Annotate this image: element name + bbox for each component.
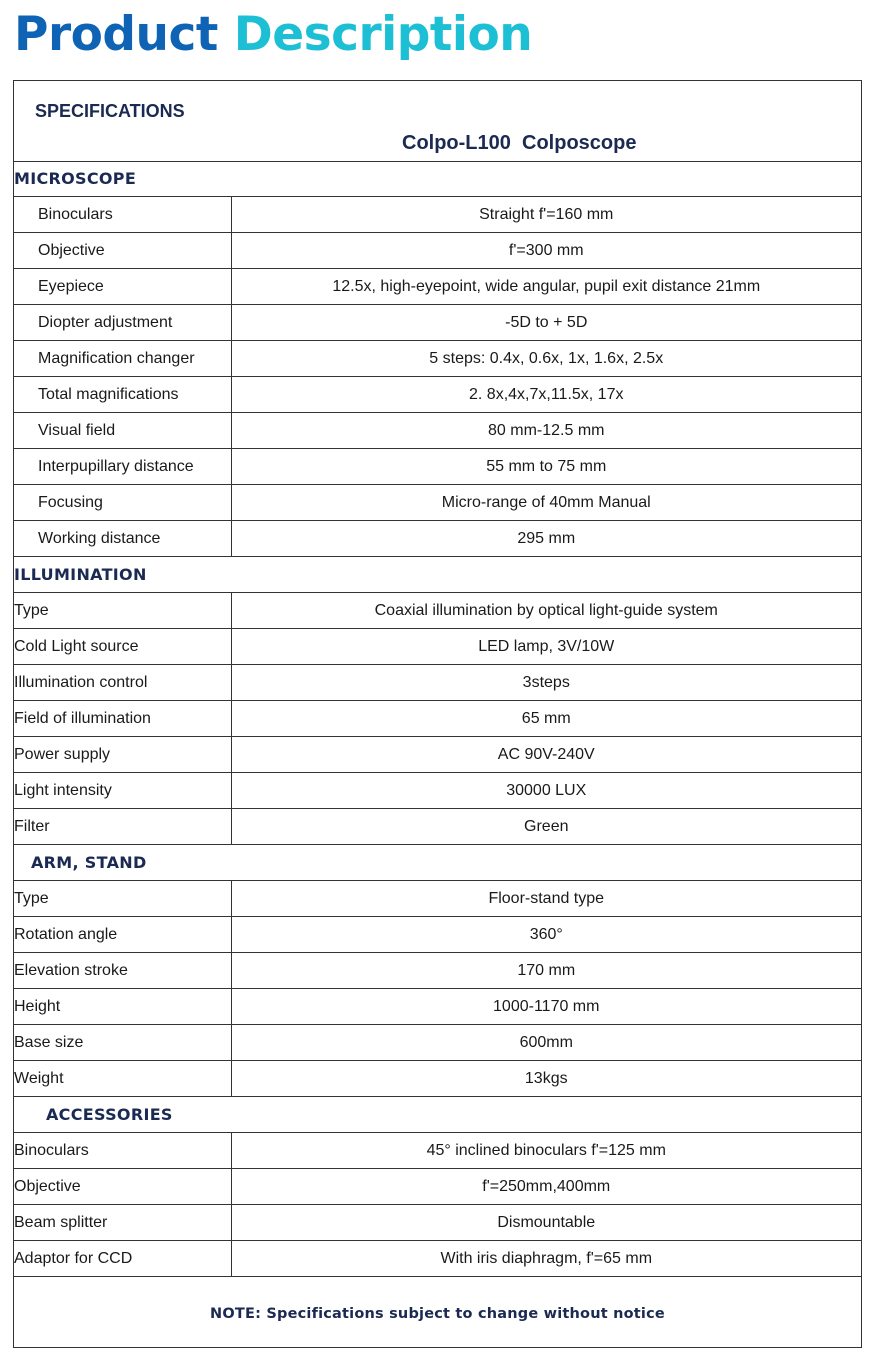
spec-value: 45° inclined binoculars f'=125 mm (231, 1133, 861, 1169)
table-row (14, 593, 861, 629)
spec-value: AC 90V-240V (231, 737, 861, 773)
table-row (14, 989, 861, 1025)
spec-header (14, 81, 861, 162)
table-row (14, 1133, 861, 1169)
spec-value: Coaxial illumination by optical light-guide system (231, 593, 861, 629)
spec-label: Height (14, 989, 231, 1025)
spec-value: LED lamp, 3V/10W (231, 629, 861, 665)
table-row (14, 665, 861, 701)
spec-value: With iris diaphragm, f'=65 mm (231, 1241, 861, 1277)
spec-value: 65 mm (231, 701, 861, 737)
spec-value: 30000 LUX (231, 773, 861, 809)
spec-value: Micro-range of 40mm Manual (231, 485, 861, 521)
spec-value: 2. 8x,4x,7x,11.5x, 17x (231, 377, 861, 413)
table-row (14, 197, 861, 233)
spec-value: 55 mm to 75 mm (231, 449, 861, 485)
table-row (14, 773, 861, 809)
section-row-accessories (14, 1097, 861, 1133)
spec-label: Adaptor for CCD (14, 1241, 231, 1277)
spec-value: 80 mm-12.5 mm (231, 413, 861, 449)
table-row (14, 1025, 861, 1061)
product-name: Colpo-L100 Colposcope (402, 132, 637, 154)
spec-label: Base size (14, 1025, 231, 1061)
spec-label: Magnification changer (14, 341, 231, 377)
table-row (14, 413, 861, 449)
spec-label: Elevation stroke (14, 953, 231, 989)
spec-value: 13kgs (231, 1061, 861, 1097)
spec-value: f'=250mm,400mm (231, 1169, 861, 1205)
table-row (14, 233, 861, 269)
title-word-product: Product (14, 7, 218, 62)
spec-value: Floor-stand type (231, 881, 861, 917)
table-row (14, 485, 861, 521)
spec-value: 12.5x, high-eyepoint, wide angular, pupil exit distance 21mm (231, 269, 861, 305)
table-row (14, 449, 861, 485)
title-word-description: Description (233, 7, 533, 62)
spec-label: Total magnifications (14, 377, 231, 413)
section-title: ILLUMINATION (14, 557, 861, 593)
table-row (14, 341, 861, 377)
spec-label: Working distance (14, 521, 231, 557)
note-block (14, 1280, 861, 1347)
table-row (14, 1205, 861, 1241)
spec-label: Binoculars (14, 197, 231, 233)
table-row (14, 917, 861, 953)
spec-label: Interpupillary distance (14, 449, 231, 485)
section-row-microscope (14, 161, 861, 197)
spec-label: Light intensity (14, 773, 231, 809)
disclaimer-note: NOTE: Specifications subject to change without notice (210, 1306, 665, 1322)
table-row (14, 629, 861, 665)
spec-label: Filter (14, 809, 231, 845)
spec-value: 360° (231, 917, 861, 953)
table-row (14, 1241, 861, 1277)
table-row (14, 701, 861, 737)
spec-label: Eyepiece (14, 269, 231, 305)
table-row (14, 269, 861, 305)
spec-label: Binoculars (14, 1133, 231, 1169)
spec-label: Illumination control (14, 665, 231, 701)
section-title: MICROSCOPE (14, 161, 861, 197)
spec-value: 3steps (231, 665, 861, 701)
section-row-arm-stand (14, 845, 861, 881)
section-title: ARM, STAND (14, 845, 861, 881)
spec-label: Field of illumination (14, 701, 231, 737)
spec-value: 1000-1170 mm (231, 989, 861, 1025)
table-row (14, 1169, 861, 1205)
spec-label: Rotation angle (14, 917, 231, 953)
table-row (14, 521, 861, 557)
spec-label: Weight (14, 1061, 231, 1097)
spec-label: Objective (14, 233, 231, 269)
spec-value: 600mm (231, 1025, 861, 1061)
spec-value: -5D to + 5D (231, 305, 861, 341)
table-row (14, 809, 861, 845)
spec-label: Visual field (14, 413, 231, 449)
table-row (14, 953, 861, 989)
spec-value: f'=300 mm (231, 233, 861, 269)
spec-label: Cold Light source (14, 629, 231, 665)
table-row (14, 737, 861, 773)
spec-value: Green (231, 809, 861, 845)
section-title: ACCESSORIES (14, 1097, 861, 1133)
spec-value: Straight f'=160 mm (231, 197, 861, 233)
page-title (14, 4, 532, 68)
table-row (14, 1061, 861, 1097)
spec-label: Focusing (14, 485, 231, 521)
spec-value: Dismountable (231, 1205, 861, 1241)
spec-label: Type (14, 593, 231, 629)
spec-value: 170 mm (231, 953, 861, 989)
spec-value: 5 steps: 0.4x, 0.6x, 1x, 1.6x, 2.5x (231, 341, 861, 377)
specifications-label: SPECIFICATIONS (35, 101, 185, 121)
table-row (14, 377, 861, 413)
spec-sheet (13, 80, 862, 1348)
spec-label: Beam splitter (14, 1205, 231, 1241)
spec-label: Objective (14, 1169, 231, 1205)
table-row (14, 305, 861, 341)
spec-label: Diopter adjustment (14, 305, 231, 341)
spec-value: 295 mm (231, 521, 861, 557)
section-row-illumination (14, 557, 861, 593)
spec-label: Power supply (14, 737, 231, 773)
spec-table (14, 161, 861, 1277)
spec-label: Type (14, 881, 231, 917)
table-row (14, 881, 861, 917)
